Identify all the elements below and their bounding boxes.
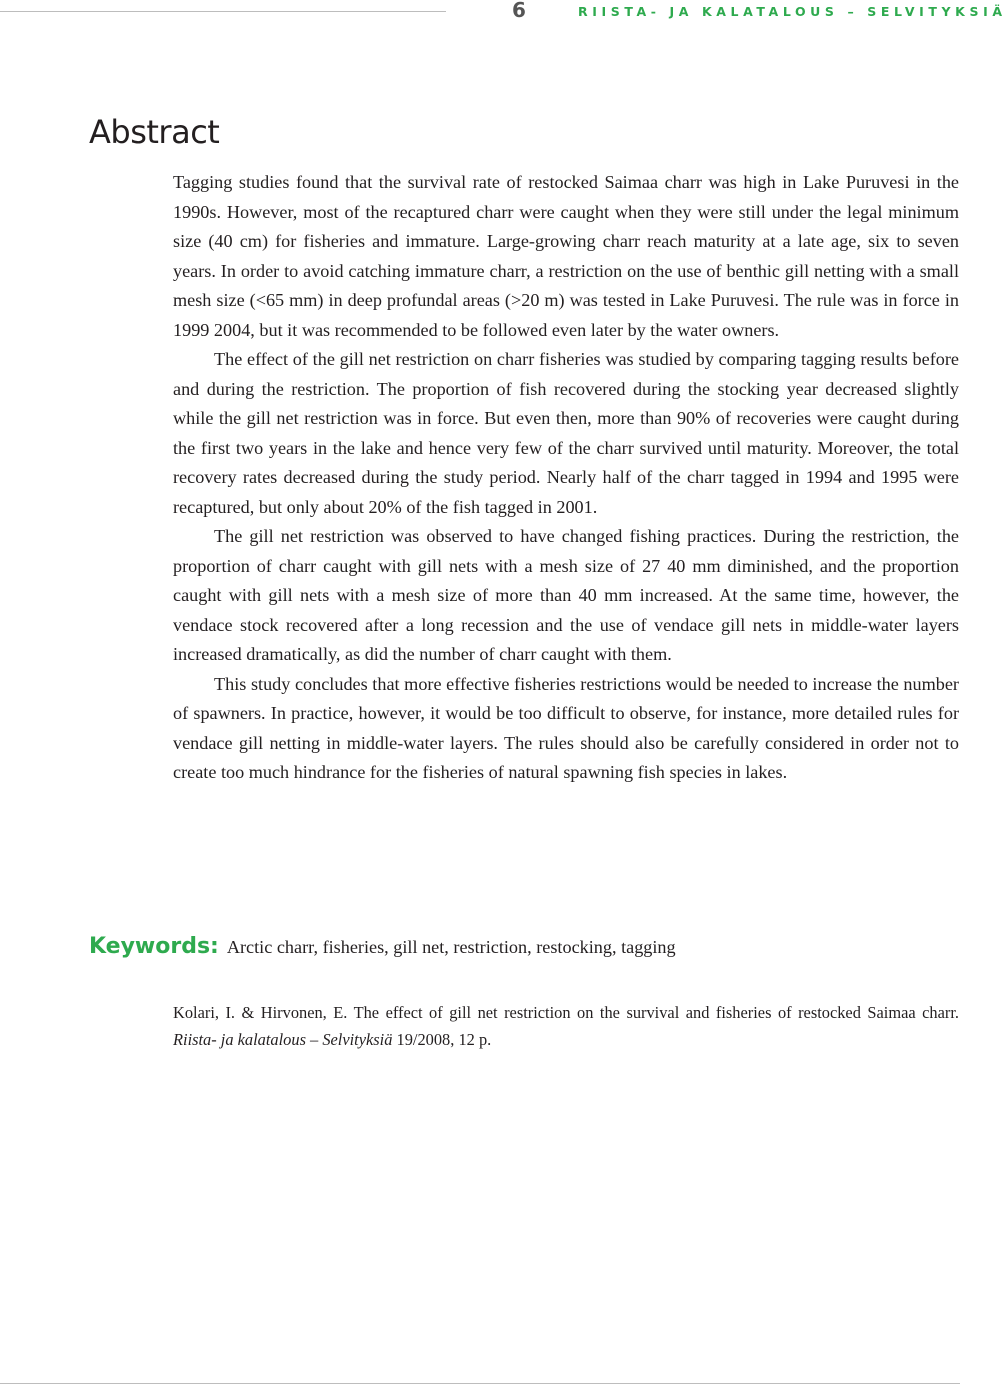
abstract-title: Abstract — [89, 113, 220, 151]
abstract-body — [173, 168, 959, 788]
abstract-paragraph: This study concludes that more effective fisheries restrictions would be needed to increase the number of spawners. In practice, however, it would be too difficult to observe, for instance, more detailed rules for vendace gill netting in middle-water layers. The rules should also be carefully considered in order not to create too much hindrance for the fisheries of natural spawning fish species in lakes. — [173, 673, 959, 782]
citation — [173, 999, 959, 1053]
abstract-paragraph: The gill net restriction was observed to have changed fishing practices. During the restriction, the proportion of charr caught with gill nets with a mesh size of 27 40 mm diminished, and the proportion caught with gill nets with a mesh size of more than 40 mm increased. At the same time, however, the vendace stock recovered after a long recession and the use of vendace gill nets in middle-water layers increased dramatically, as did the number of charr caught with them. — [173, 526, 959, 664]
citation-authors-title: Kolari, I. & Hirvonen, E. The effect of gill net restriction on the survival and fisheries of restocked Saimaa charr. — [173, 1003, 959, 1022]
keywords-text: Arctic charr, fisheries, gill net, restriction, restocking, tagging — [226, 937, 676, 957]
abstract-paragraph: The effect of the gill net restriction on charr fisheries was studied by comparing tagging results before and during the restriction. The proportion of fish recovered during the stocking year decreased slightly while the gill net restriction was in force. But even then, more than 90% of recoveries were caught during the first two years in the lake and hence very few of the charr survived until maturity. Moreover, the total recovery rates decreased during the study period. Nearly half of the charr tagged in 1994 and 1995 were recaptured, but only about 20% of the fish tagged in 2001. — [173, 349, 959, 517]
page-number: 6 — [512, 0, 526, 22]
keywords-line — [89, 934, 676, 959]
running-header: RIISTA- JA KALATALOUS – SELVITYKSIÄ — [578, 4, 1007, 19]
abstract-paragraph: Tagging studies found that the survival rate of restocked Saimaa charr was high in Lake Puruvesi in the 1990s. However, most of the recaptured charr were caught when they were still under the legal minimum size (40 cm) for fisheries and immature. Large-growing charr reach maturity at a late age, six to seven years. In order to avoid catching immature charr, a restriction on the use of benthic gill netting with a small mesh size (<65 mm) in deep profundal areas (>20 m) was tested in Lake Puruvesi. The rule was in force in 1999 2004, but it was recommended to be followed even later by the water owners. — [173, 172, 959, 340]
footer-rule — [0, 1383, 960, 1384]
citation-issue: 19/2008, 12 p. — [396, 1030, 492, 1049]
citation-series: Riista- ja kalatalous – Selvityksiä — [173, 1030, 393, 1049]
header-rule — [0, 11, 446, 12]
keywords-label: Keywords: — [89, 934, 219, 959]
